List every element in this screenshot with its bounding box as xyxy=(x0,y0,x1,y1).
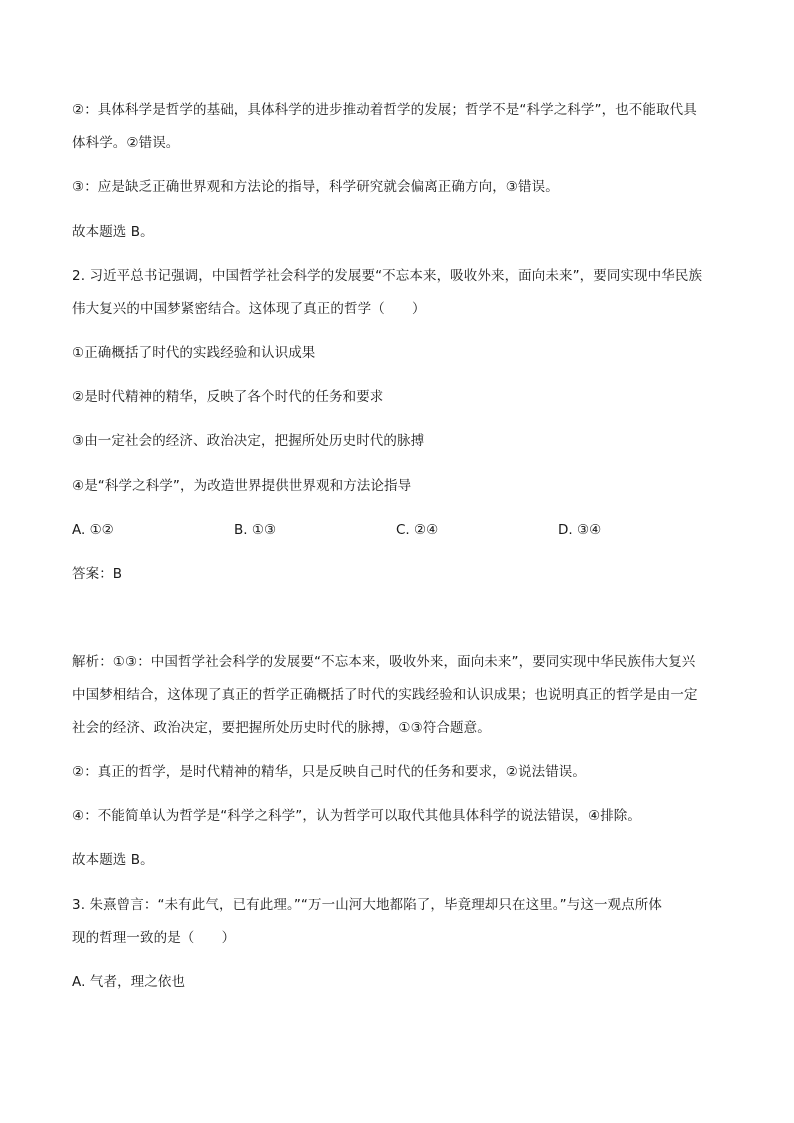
statement-2: ②是时代精神的精华，反映了各个时代的任务和要求 xyxy=(72,389,384,405)
statement-3: ③由一定社会的经济、政治决定，把握所处历史时代的脉搏 xyxy=(72,433,425,449)
analysis-point-2-line-2: 体科学。②错误。 xyxy=(72,135,180,151)
statement-4: ④是“科学之科学”，为改造世界提供世界观和方法论指导 xyxy=(72,478,412,494)
option-b: B. ①③ xyxy=(234,522,277,538)
option-a: A. ①② xyxy=(72,522,114,538)
option-c: C. ②④ xyxy=(396,522,439,538)
question-3-stem-line-1: 3. 朱熹曾言：“未有此气，已有此理。”“万一山河大地都陷了，毕竟理却只在这里。”与这一观点所体 xyxy=(72,897,662,913)
explanation-line-2: 中国梦相结合，这体现了真正的哲学正确概括了时代的实践经验和认识成果；也说明真正的哲学是由一定 xyxy=(72,687,698,703)
conclusion-q1: 故本题选 B。 xyxy=(72,224,154,240)
question-2-stem-line-2: 伟大复兴的中国梦紧密结合。这体现了真正的哲学（ ） xyxy=(72,301,426,317)
analysis-point-2-line-1: ②：具体科学是哲学的基础，具体科学的进步推动着哲学的发展；哲学不是“科学之科学”，也不能取代具 xyxy=(72,102,697,118)
analysis-point-3: ③：应是缺乏正确世界观和方法论的指导，科学研究就会偏离正确方向，③错误。 xyxy=(72,179,559,195)
explanation-point-2: ②：真正的哲学，是时代精神的精华，只是反映自己时代的任务和要求，②说法错误。 xyxy=(72,764,587,780)
conclusion-q2: 故本题选 B。 xyxy=(72,852,154,868)
question-2-stem-line-1: 2. 习近平总书记强调，中国哲学社会科学的发展要“不忘本来，吸收外来，面向未来”，要同实现中华民族 xyxy=(72,268,703,284)
explanation-point-4: ④：不能简单认为哲学是“科学之科学”，认为哲学可以取代其他具体科学的说法错误，④排除。 xyxy=(72,808,641,824)
question-3-option-a: A. 气者，理之依也 xyxy=(72,974,186,990)
answer-q2: 答案：B xyxy=(72,566,123,582)
explanation-line-3: 社会的经济、政治决定，要把握所处历史时代的脉搏，①③符合题意。 xyxy=(72,720,491,736)
explanation-line-1: 解析：①③：中国哲学社会科学的发展要“不忘本来，吸收外来，面向未来”，要同实现中华民族伟大复兴 xyxy=(72,654,696,670)
statement-1: ①正确概括了时代的实践经验和认识成果 xyxy=(72,345,316,361)
option-d: D. ③④ xyxy=(558,522,602,538)
question-3-stem-line-2: 现的哲理一致的是（ ） xyxy=(72,930,236,946)
